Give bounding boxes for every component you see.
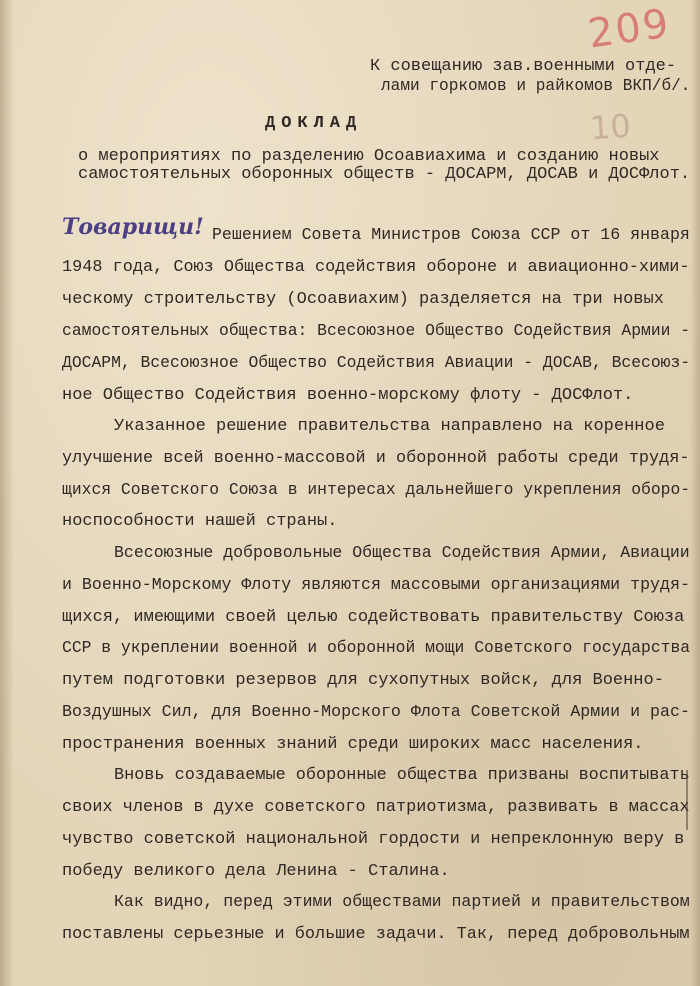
p1-line-5: ДОСАРМ, Всесоюзное Общество Содействия Авиации - ДОСАВ, Всесоюз- — [62, 354, 691, 373]
page-edge-shadow-right — [690, 0, 700, 986]
p4-line-2: своих членов в духе советского патриотизма, развивать в массах — [62, 798, 690, 817]
p1-line-3: ческому строительству (Осоавиахим) разделяется на три новых — [62, 290, 664, 309]
p5-line-2: поставлены серьезные и большие задачи. Так, перед добровольным — [62, 925, 690, 944]
salutation-stamp: Товарищи! — [62, 214, 204, 240]
p3-line-4: ССР в укреплении военной и оборонной мощи Советского государства — [62, 639, 691, 658]
margin-pencil-mark — [686, 770, 698, 830]
p3-line-2: и Военно-Морскому Флоту являются массовыми организациями трудя- — [62, 576, 690, 595]
p4-line-1: Вновь создаваемые оборонные общества призваны воспитывать — [114, 766, 690, 785]
page-edge-shadow-left — [0, 0, 14, 986]
p2-line-1: Указанное решение правительства направлено на коренное — [114, 417, 665, 436]
p1-line-1: Решением Совета Министров Союза ССР от 16 января — [202, 226, 690, 245]
p3-line-5: путем подготовки резервов для сухопутных войск, для Военно- — [62, 671, 664, 690]
document-title: ДОКЛАД — [265, 114, 363, 133]
archive-page-number: 209 — [585, 0, 674, 58]
p3-line-7: пространения военных знаний среди широких масс населения. — [62, 735, 644, 754]
header-line-1: К совещанию зав.военными отде- — [370, 57, 677, 76]
p1-line-4: самостоятельных общества: Всесоюзное Общество Содействия Армии - — [62, 322, 691, 341]
p1-line-6: ное Общество Содействия военно-морскому флоту - ДОСФлот. — [62, 386, 634, 405]
p4-line-3: чувство советской национальной гордости и непреклонную веру в — [62, 830, 685, 849]
header-line-2: лами горкомов и райкомов ВКП/б/. — [381, 77, 691, 96]
p3-line-3: щихся, имеющими своей целью содействовать правительству Союза — [62, 608, 685, 627]
p3-line-1: Всесоюзные добровольные Общества Содействия Армии, Авиации — [114, 544, 690, 563]
pencil-page-number: 10 — [588, 106, 632, 148]
p3-line-6: Воздушных Сил, для Военно-Морского Флота Советской Армии и рас- — [62, 703, 690, 722]
p4-line-4: победу великого дела Ленина - Сталина. — [62, 862, 450, 881]
subtitle-line-1: о мероприятиях по разделению Осоавиахима и созданию новых — [78, 147, 660, 166]
p5-line-1: Как видно, перед этими обществами партией и правительством — [114, 893, 690, 912]
p1-line-2: 1948 года, Союз Общества содействия обороне и авиационно-хими- — [62, 258, 690, 277]
subtitle-line-2: самостоятельных оборонных обществ - ДОСАРМ, ДОСАВ и ДОСФлот. — [78, 165, 691, 184]
p2-line-4: носпособности нашей страны. — [62, 512, 338, 531]
p2-line-2: улучшение всей военно-массовой и оборонной работы среди трудя- — [62, 449, 690, 468]
p2-line-3: щихся Советского Союза в интересах дальнейшего укрепления оборо- — [62, 481, 691, 500]
